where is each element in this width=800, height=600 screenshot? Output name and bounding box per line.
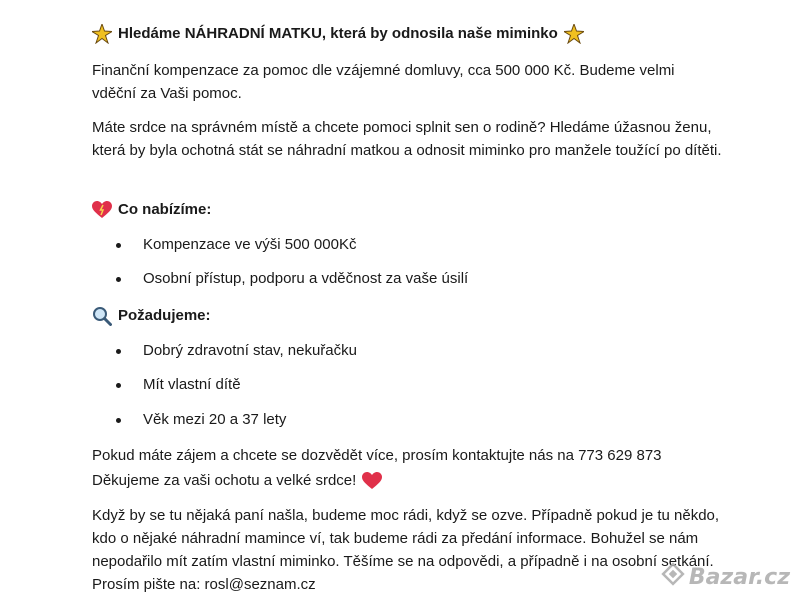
bullet-dot	[116, 277, 121, 282]
requirements-heading-text: Požadujeme:	[118, 307, 211, 324]
requirement-item-text: Věk mezi 20 a 37 lety	[143, 411, 287, 428]
sparkle-icon	[92, 24, 112, 44]
heart-icon	[92, 201, 112, 219]
bullet-dot	[116, 243, 121, 248]
list-item	[116, 410, 286, 430]
sparkle-icon	[564, 24, 584, 44]
bullet-dot	[116, 418, 121, 423]
watermark	[661, 562, 790, 592]
requirement-item-text: Dobrý zdravotní stav, nekuřačku	[143, 342, 357, 359]
requirement-item-text: Mít vlastní dítě	[143, 376, 241, 393]
contact-line: Pokud máte zájem a chcete se dozvědět více, prosím kontaktujte nás na 773 629 873	[92, 447, 662, 464]
magnifier-icon	[92, 306, 112, 326]
bullet-dot	[116, 349, 121, 354]
thanks-text: Děkujeme za vaši ochotu a velké srdce!	[92, 472, 357, 489]
thanks-line	[92, 469, 722, 492]
offer-item-text: Osobní přístup, podporu a vděčnost za vaše úsilí	[143, 270, 469, 287]
list-item	[116, 269, 468, 289]
requirements-heading	[92, 306, 211, 326]
intro-paragraph: Finanční kompenzace za pomoc dle vzájemné domluvy, cca 500 000 Kč. Budeme velmi vděční za Vaši pomoc.	[92, 62, 675, 102]
list-item	[116, 341, 357, 361]
list-item	[116, 375, 241, 395]
ad-title	[92, 24, 584, 44]
watermark-text: Bazar.cz	[688, 564, 790, 590]
closing-paragraph: Když by se tu nějaká paní našla, budeme moc rádi, když se ozve. Případně pokud je tu někdo, kdo o nějaké náhradní mamince ví, tak budeme rádi za předání informace. Bohužel se nám nepodařilo mít zatím vlastní miminko. Těšíme se na odpovědi, a případně i na osobní setkání. Prosím pište na: rosl@seznam.cz	[92, 507, 720, 593]
red-heart-icon	[362, 472, 382, 490]
offer-item-text: Kompenzace ve výši 500 000Kč	[143, 236, 357, 253]
ad-title-text: Hledáme NÁHRADNÍ MATKU, která by odnosila naše miminko	[118, 25, 558, 42]
bazar-logo-icon	[661, 562, 685, 592]
list-item	[116, 235, 356, 255]
bullet-dot	[116, 383, 121, 388]
offer-heading	[92, 200, 211, 220]
offer-heading-text: Co nabízíme:	[118, 201, 212, 218]
question-paragraph: Máte srdce na správném místě a chcete pomoci splnit sen o rodině? Hledáme úžasnou ženu, která by byla ochotná stát se náhradní matkou a odnosit miminko pro manžele toužící po dítěti.	[92, 119, 722, 159]
